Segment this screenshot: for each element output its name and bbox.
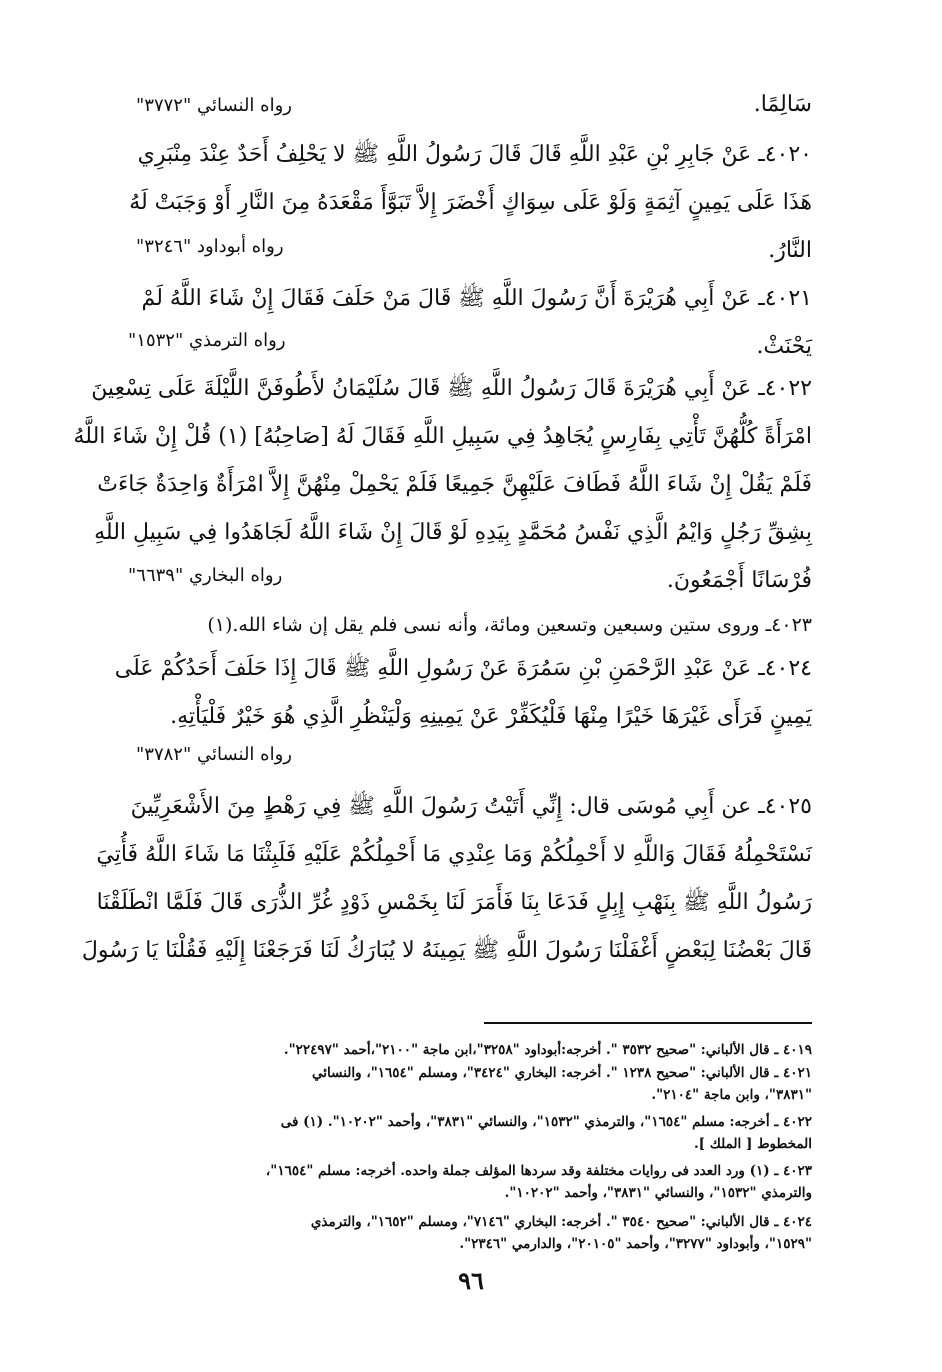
hadith-4024-line-2: يَمِينٍ فَرَأَى غَيْرَهَا خَيْرًا مِنْهَا فَلْيُكَفِّرْ عَنْ يَمِينِهِ وَلْيَنْظُرِ الَّذِي هُوَ خَيْرٌ فَلْيَأْتِهِ. — [170, 704, 812, 729]
footnote-4023-line-1: ٤٠٢٣ ـ (١) ورد العدد فى روايات مختلفة وقد سردها المؤلف جملة واحده. أخرجه: مسلم "١٦٥٤"، — [265, 1163, 812, 1179]
footnote-4022-line-2: المخطوط [ الملك ]. — [693, 1136, 812, 1152]
footnote-4024-line-1: ٤٠٢٤ ـ قال الألباني: "صحيح ٣٥٤٠ ". أخرجه: البخاري "٧١٤٦"، ومسلم "١٦٥٢"، والترمذي — [310, 1214, 812, 1230]
hadith-4025-line-1: ٤٠٢٥ـ عن أَبِي مُوسَى قال: إِنِّي أَتَيْتُ رَسُولَ اللَّهِ ﷺ فِي رَهْطٍ مِنَ الأَشْعَرِيِّينَ — [130, 794, 812, 819]
hadith-4022-line-4: بِشِقِّ رَجُلٍ وَايْمُ الَّذِي نَفْسُ مُحَمَّدٍ بِيَدِهِ لَوْ قَالَ إِنْ شَاءَ اللَّهُ لَجَاهَدُوا فِي سَبِيلِ اللَّهِ — [94, 520, 812, 545]
hadith-4025-line-4: قَالَ بَعْضُنَا لِبَعْضٍ أَغْفَلْنَا رَسُولَ اللَّهِ ﷺ يَمِينَهُ لا يُبَارَكُ لَنَا فَرَجَعْنَا إِلَيْهِ فَقُلْنَا يَا رَسُولَ — [81, 938, 812, 963]
hadith-4022-line-2: امْرَأَةً كُلُّهُنَّ تَأْتِي بِفَارِسٍ يُجَاهِدُ فِي سَبِيلِ اللَّهِ فَقَالَ لَهُ [صَاحِبُهُ] (١) قُلْ إِنْ شَاءَ اللَّهُ — [73, 424, 812, 449]
hadith-4022-source: رواه البخاري "٦٦٣٩" — [128, 565, 283, 586]
page-number: ٩٦ — [458, 1266, 484, 1295]
footnote-4023-line-2: والترمذي "١٥٣٢"، والنسائي "٣٨٣١"، وأحمد "١٠٢٠٢". — [504, 1185, 812, 1201]
hadith-4019-source: رواه النسائي "٣٧٧٢" — [136, 95, 292, 116]
hadith-4021-source: رواه الترمذي "١٥٣٢" — [128, 330, 286, 351]
hadith-4020-line-2: هَذَا عَلَى يَمِينٍ آثِمَةٍ وَلَوْ عَلَى سِوَاكٍ أَخْضَرَ إِلاَّ تَبَوَّأَ مَقْعَدَهُ مِنَ النَّارِ أَوْ وَجَبَتْ لَهُ — [129, 190, 812, 215]
hadith-4019-end: سَالِمًا. — [753, 92, 812, 117]
footnote-4019: ٤٠١٩ ـ قال الألباني: "صحيح ٣٥٣٢ ". أخرجه:أبوداود "٣٢٥٨"،ابن ماجة "٢١٠٠"،أحمد "٢٢٤٩٧". — [283, 1042, 812, 1058]
footnote-separator — [484, 1022, 812, 1024]
hadith-4024-line-1: ٤٠٢٤ـ عَنْ عَبْدِ الرَّحْمَنِ بْنِ سَمُرَةَ عَنْ رَسُولِ اللَّهِ ﷺ قَالَ إِذَا حَلَفَ أَحَدُكُمْ عَلَى — [114, 656, 812, 681]
hadith-4021-line-1: ٤٠٢١ـ عَنْ أَبِي هُرَيْرَةَ أَنَّ رَسُولَ اللَّهِ ﷺ قَالَ مَنْ حَلَفَ فَقَالَ إِنْ شَاءَ اللَّهُ لَمْ — [141, 286, 812, 311]
hadith-4020-line-3: النَّارُ. — [768, 238, 812, 263]
hadith-4025-line-2: نَسْتَحْمِلُهُ فَقَالَ وَاللَّهِ لا أَحْمِلُكُمْ وَمَا عِنْدِي مَا أَحْمِلُكُمْ عَلَيْهِ فَلَبِثْنَا مَا شَاءَ اللَّهُ فَأُتِيَ — [96, 842, 812, 867]
hadith-4022-line-3: فَلَمْ يَقُلْ إِنْ شَاءَ اللَّهُ فَطَافَ عَلَيْهِنَّ جَمِيعًا فَلَمْ يَحْمِلْ مِنْهُنَّ إِلاَّ امْرَأَةٌ وَاحِدَةٌ جَاءَتْ — [97, 472, 812, 497]
hadith-4025-line-3: رَسُولُ اللَّهِ ﷺ بِنَهْبِ إِبِلٍ فَدَعَا بِنَا فَأَمَرَ لَنَا بِخَمْسِ ذَوْدٍ غُرِّ الذُّرَى قَالَ فَلَمَّا انْطَلَقْنَا — [96, 890, 812, 915]
hadith-4024-source: رواه النسائي "٣٧٨٢" — [136, 744, 292, 765]
footnote-4021-line-2: "٣٨٣١"، وابن ماجة "٢١٠٤". — [651, 1087, 812, 1103]
hadith-4020-source: رواه أبوداود "٣٢٤٦" — [136, 236, 284, 257]
hadith-4023-line-1: ٤٠٢٣ـ وروى ستين وسبعين وتسعين ومائة، وأنه نسى فلم يقل إن شاء الله.(١) — [207, 614, 812, 636]
hadith-4022-line-1: ٤٠٢٢ـ عَنْ أَبِي هُرَيْرَةَ قَالَ رَسُولُ اللَّهِ ﷺ قَالَ سُلَيْمَانُ لأَطُوفَنَّ اللَّيْلَةَ عَلَى تِسْعِينَ — [91, 376, 812, 401]
hadith-4022-line-5: فُرْسَانًا أَجْمَعُونَ. — [666, 568, 812, 593]
hadith-4021-line-2: يَحْنَثْ. — [756, 334, 812, 359]
footnote-4021-line-1: ٤٠٢١ ـ قال الألباني: "صحيح ١٢٣٨ ". أخرجه: البخاري "٣٤٢٤"، ومسلم "١٦٥٤"، والنسائي — [312, 1065, 812, 1081]
hadith-4020-line-1: ٤٠٢٠ـ عَنْ جَابِرِ بْنِ عَبْدِ اللَّهِ قَالَ قَالَ رَسُولُ اللَّهِ ﷺ لا يَحْلِفُ أَحَدٌ عِنْدَ مِنْبَرِي — [137, 142, 812, 167]
footnote-4024-line-2: "١٥٢٩"، وأبوداود "٣٢٧٧"، وأحمد "٢٠١٠٥"، والدارمي "٢٣٤٦". — [459, 1236, 812, 1252]
footnote-4022-line-1: ٤٠٢٢ ـ أخرجه: مسلم "١٦٥٤"، والترمذي "١٥٣٢"، والنسائي "٣٨٣١"، وأحمد "١٠٢٠٢". (١) فى — [280, 1114, 812, 1130]
